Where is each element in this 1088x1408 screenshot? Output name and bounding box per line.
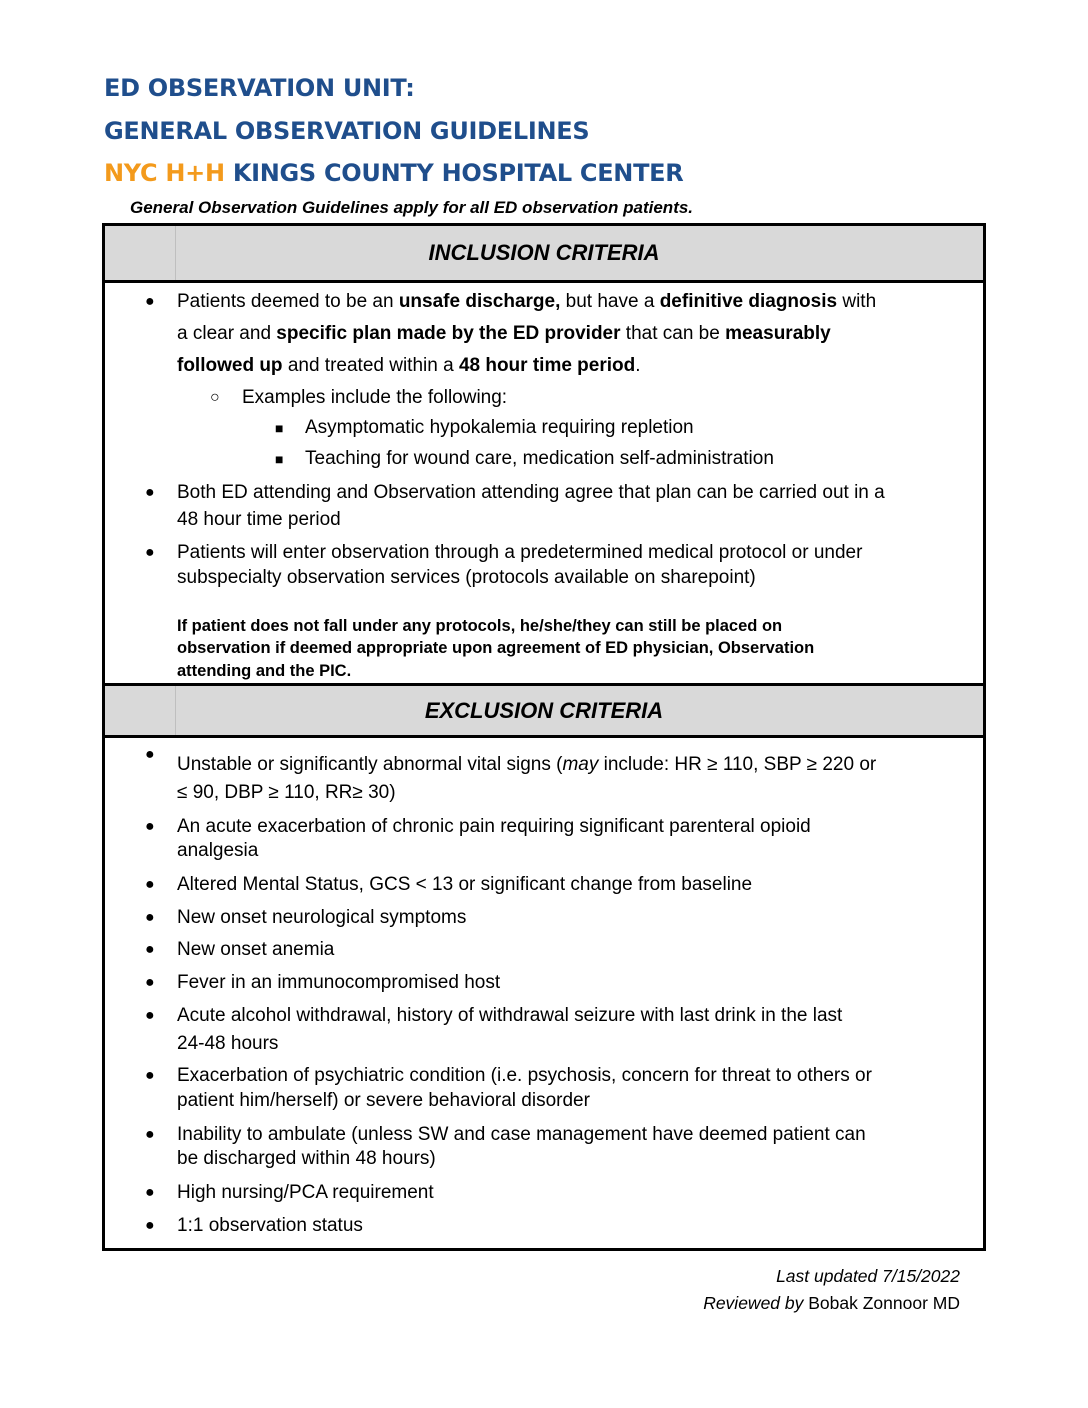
bullet-icon: ● bbox=[145, 1067, 155, 1084]
inclusion-bullet-1-line-2: a clear and specific plan made by the ED provider that can be measurably bbox=[177, 323, 831, 344]
bullet-icon: ● bbox=[145, 818, 155, 835]
exclusion-item-7-line-1: Acute alcohol withdrawal, history of withdrawal seizure with last drink in the last bbox=[177, 1005, 843, 1026]
reviewed-by bbox=[703, 1293, 960, 1314]
inclusion-example-1: Asymptomatic hypokalemia requiring repletion bbox=[305, 417, 694, 438]
inclusion-bullet-2-line-1: Both ED attending and Observation attending agree that plan can be carried out in a bbox=[177, 482, 885, 503]
inclusion-note-line-1: If patient does not fall under any protocols, he/she/they can still be placed on bbox=[177, 617, 783, 635]
bullet-icon: ● bbox=[145, 1217, 155, 1234]
title-line-1: ED OBSERVATION UNIT: bbox=[104, 74, 415, 102]
exclusion-item-5: New onset anemia bbox=[177, 939, 335, 960]
bullet-icon: ● bbox=[145, 876, 155, 893]
title-org-prefix: NYC H+H bbox=[104, 159, 225, 187]
bullet-icon: ● bbox=[145, 909, 155, 926]
exclusion-item-2-line-2: analgesia bbox=[177, 840, 259, 861]
bullet-icon: ● bbox=[145, 293, 155, 310]
inclusion-section bbox=[105, 283, 983, 683]
exclusion-item-6: Fever in an immunocompromised host bbox=[177, 972, 501, 993]
last-updated: Last updated 7/15/2022 bbox=[776, 1266, 960, 1286]
inclusion-header bbox=[105, 226, 983, 280]
inclusion-example-2: Teaching for wound care, medication self-administration bbox=[305, 448, 774, 469]
bullet-icon: ● bbox=[145, 544, 155, 561]
header-cell-divider bbox=[175, 686, 176, 735]
exclusion-item-3: Altered Mental Status, GCS < 13 or significant change from baseline bbox=[177, 874, 753, 895]
bullet-icon: ● bbox=[145, 1007, 155, 1024]
title-line-3 bbox=[104, 159, 683, 187]
inclusion-bullet-2-line-2: 48 hour time period bbox=[177, 509, 341, 530]
bullet-icon: ● bbox=[145, 941, 155, 958]
exclusion-item-8-line-2: patient him/herself) or severe behavioral disorder bbox=[177, 1090, 590, 1111]
exclusion-header bbox=[105, 686, 983, 735]
exclusion-item-2-line-1: An acute exacerbation of chronic pain requiring significant parenteral opioid bbox=[177, 816, 811, 837]
bullet-icon: ● bbox=[145, 484, 155, 501]
inclusion-bullet-1-line-3: followed up and treated within a 48 hour time period. bbox=[177, 355, 641, 376]
bullet-icon: ● bbox=[145, 974, 155, 991]
inclusion-bullet-3-line-2: subspecialty observation services (protocols available on sharepoint) bbox=[177, 567, 756, 588]
exclusion-item-7-line-2: 24-48 hours bbox=[177, 1033, 279, 1054]
exclusion-item-1-line-1: Unstable or significantly abnormal vital signs (may include: HR ≥ 110, SBP ≥ 220 or bbox=[177, 754, 877, 775]
exclusion-item-9-line-1: Inability to ambulate (unless SW and case management have deemed patient can bbox=[177, 1124, 866, 1145]
title-line-2: GENERAL OBSERVATION GUIDELINES bbox=[104, 117, 590, 145]
exclusion-item-4: New onset neurological symptoms bbox=[177, 907, 467, 928]
header-cell-divider bbox=[175, 226, 176, 280]
inclusion-note-line-3: attending and the PIC. bbox=[177, 662, 352, 680]
inclusion-note-line-2: observation if deemed appropriate upon agreement of ED physician, Observation bbox=[177, 639, 815, 657]
exclusion-item-9-line-2: be discharged within 48 hours) bbox=[177, 1148, 436, 1169]
bullet-icon: ● bbox=[145, 1126, 155, 1143]
inclusion-bullet-3-line-1: Patients will enter observation through a predetermined medical protocol or under bbox=[177, 542, 863, 563]
bullet-icon: ● bbox=[145, 746, 155, 763]
square-bullet-icon: ■ bbox=[275, 451, 284, 467]
inclusion-header-label: INCLUSION CRITERIA bbox=[428, 240, 660, 265]
inclusion-examples-label: Examples include the following: bbox=[242, 387, 508, 408]
exclusion-item-1-line-2: ≤ 90, DBP ≥ 110, RR≥ 30) bbox=[177, 782, 396, 803]
bullet-icon: ● bbox=[145, 1184, 155, 1201]
circle-bullet-icon: ○ bbox=[210, 389, 220, 406]
exclusion-item-10: High nursing/PCA requirement bbox=[177, 1182, 434, 1203]
inclusion-bullet-1-line-1: Patients deemed to be an unsafe discharge, but have a definitive diagnosis with bbox=[177, 291, 877, 312]
title-hospital-name: KINGS COUNTY HOSPITAL CENTER bbox=[224, 159, 684, 187]
exclusion-header-label: EXCLUSION CRITERIA bbox=[424, 698, 664, 723]
criteria-table bbox=[102, 223, 986, 1251]
subtitle: General Observation Guidelines apply for all ED observation patients. bbox=[130, 198, 694, 217]
exclusion-item-11: 1:1 observation status bbox=[177, 1215, 363, 1236]
exclusion-section bbox=[105, 738, 983, 1248]
square-bullet-icon: ■ bbox=[275, 420, 284, 436]
exclusion-item-8-line-1: Exacerbation of psychiatric condition (i.e. psychosis, concern for threat to others or bbox=[177, 1065, 872, 1086]
reviewed-by-label: Reviewed by bbox=[703, 1293, 804, 1313]
reviewer-name: Bobak Zonnoor MD bbox=[803, 1293, 960, 1313]
